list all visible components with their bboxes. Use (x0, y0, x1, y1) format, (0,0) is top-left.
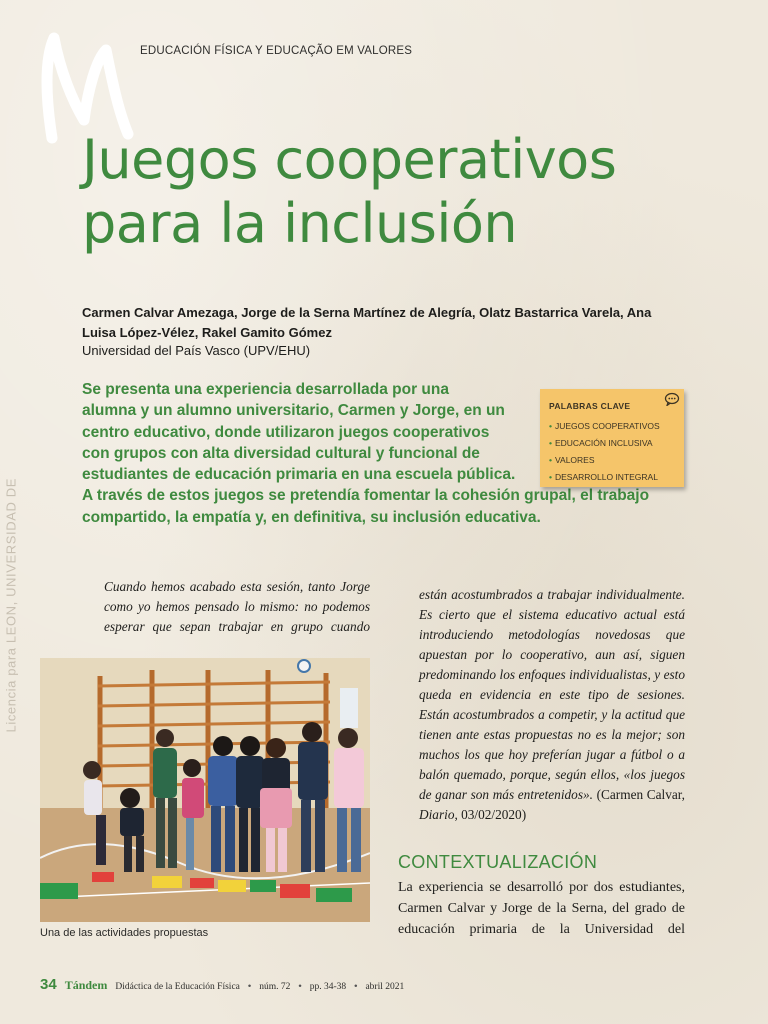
keywords-title: PALABRAS CLAVE (549, 401, 631, 411)
page-number: 34 (40, 976, 57, 993)
journal-name: Tándem (64, 978, 108, 992)
issue-number: núm. 72 (259, 982, 291, 992)
diary-quote-continuation (419, 585, 685, 825)
activity-photo (40, 658, 370, 922)
keywords-box (540, 389, 684, 487)
article-title (82, 128, 616, 256)
author-affiliation: Universidad del País Vasco (UPV/EHU) (82, 343, 311, 358)
page-range: pp. 34-38 (309, 982, 347, 992)
keyword-bullet: • (549, 455, 552, 465)
abstract-line-5: estudiantes de educación primaria en una escuela pública. (82, 466, 516, 484)
keyword-bullet: • (549, 472, 552, 482)
license-watermark: Licencia para LEON, UNIVERSIDAD DE (3, 478, 19, 733)
abstract-line-3: centro educativo, donde utilizaron juegos cooperativos (82, 423, 490, 441)
keyword-label: JUEGOS COOPERATIVOS (554, 421, 660, 431)
quote-citation-open: (Carmen Calvar, (592, 787, 685, 802)
keyword-bullet: • (549, 421, 552, 431)
abstract-line-4: con grupos con alta diversidad cultural y funcional de (82, 444, 480, 462)
abstract-rest: A través de estos juegos se pretendía fomentar la cohesión grupal, el trabajo compartido, la empatía y, en definitiva, su inclusión educativa. (82, 487, 650, 526)
section-heading: CONTEXTUALIZACIÓN (398, 852, 598, 872)
footer-separator: • (298, 981, 302, 992)
abstract-line-1: Se presenta una experiencia desarrollada por una (82, 381, 449, 398)
title-line-1: Juegos cooperativos (82, 128, 617, 191)
footer-separator: • (247, 981, 252, 992)
keyword-item (549, 469, 660, 486)
quote-text: están acostumbrados a trabajar individualmente. Es cierto que el sistema educativo actual está introduciendo metodologías novedosas que apuestan por lo cooperativo, aun así, siguen predominando los enfoques individualistas, y esto queda en evidencia en este tipo de sesiones. Están acostumbrados a competir, y la actitud que tienen ante estas propuestas no es la mejor; son muchos los que hoy preferían jugar a fútbol o a balón quemado, porque, según ellos, «los juegos de ganar son más entretenidos». (419, 587, 685, 802)
keyword-label: EDUCACIÓN INCLUSIVA (554, 438, 653, 448)
issue-date: abril 2021 (365, 982, 405, 992)
keyword-item (549, 435, 660, 452)
abstract-line-2: alumna y un alumno universitario, Carmen y Jorge, en un (82, 402, 505, 420)
keyword-item (549, 452, 660, 469)
diary-quote-start: Cuando hemos acabado esta sesión, tanto Jorge como yo hemos pensado lo mismo: no podemos esperar que sepan trabajar en grupo cuando (104, 579, 370, 634)
photo-caption: Una de las actividades propuestas (40, 927, 209, 939)
footer-separator: • (354, 981, 358, 992)
quote-citation-source: Diario (419, 807, 455, 822)
speech-bubble-icon (664, 392, 680, 406)
quote-citation-close: , 03/02/2020) (454, 807, 527, 822)
author-list: Carmen Calvar Amezaga, Jorge de la Serna Martínez de Alegría, Olatz Bastarrica Varela, Ana Luisa López-Vélez, Rakel Gamito Gómez (82, 305, 652, 340)
section-body: La experiencia se desarrolló por dos estudiantes, Carmen Calvar y Jorge de la Serna, del grado de educación primaria de la Universidad del (398, 880, 685, 937)
keyword-label: DESARROLLO INTEGRAL (554, 472, 658, 482)
keywords-list (549, 418, 660, 486)
keyword-label: VALORES (554, 455, 595, 465)
title-line-2: para la inclusión (82, 192, 518, 255)
journal-subtitle: Didáctica de la Educación Física (115, 982, 240, 992)
keyword-bullet: • (549, 438, 552, 448)
page-footer (40, 976, 404, 993)
section-label: EDUCACIÓN FÍSICA Y EDUCAÇÃO EM VALORES (140, 45, 413, 57)
keyword-item (549, 418, 660, 435)
